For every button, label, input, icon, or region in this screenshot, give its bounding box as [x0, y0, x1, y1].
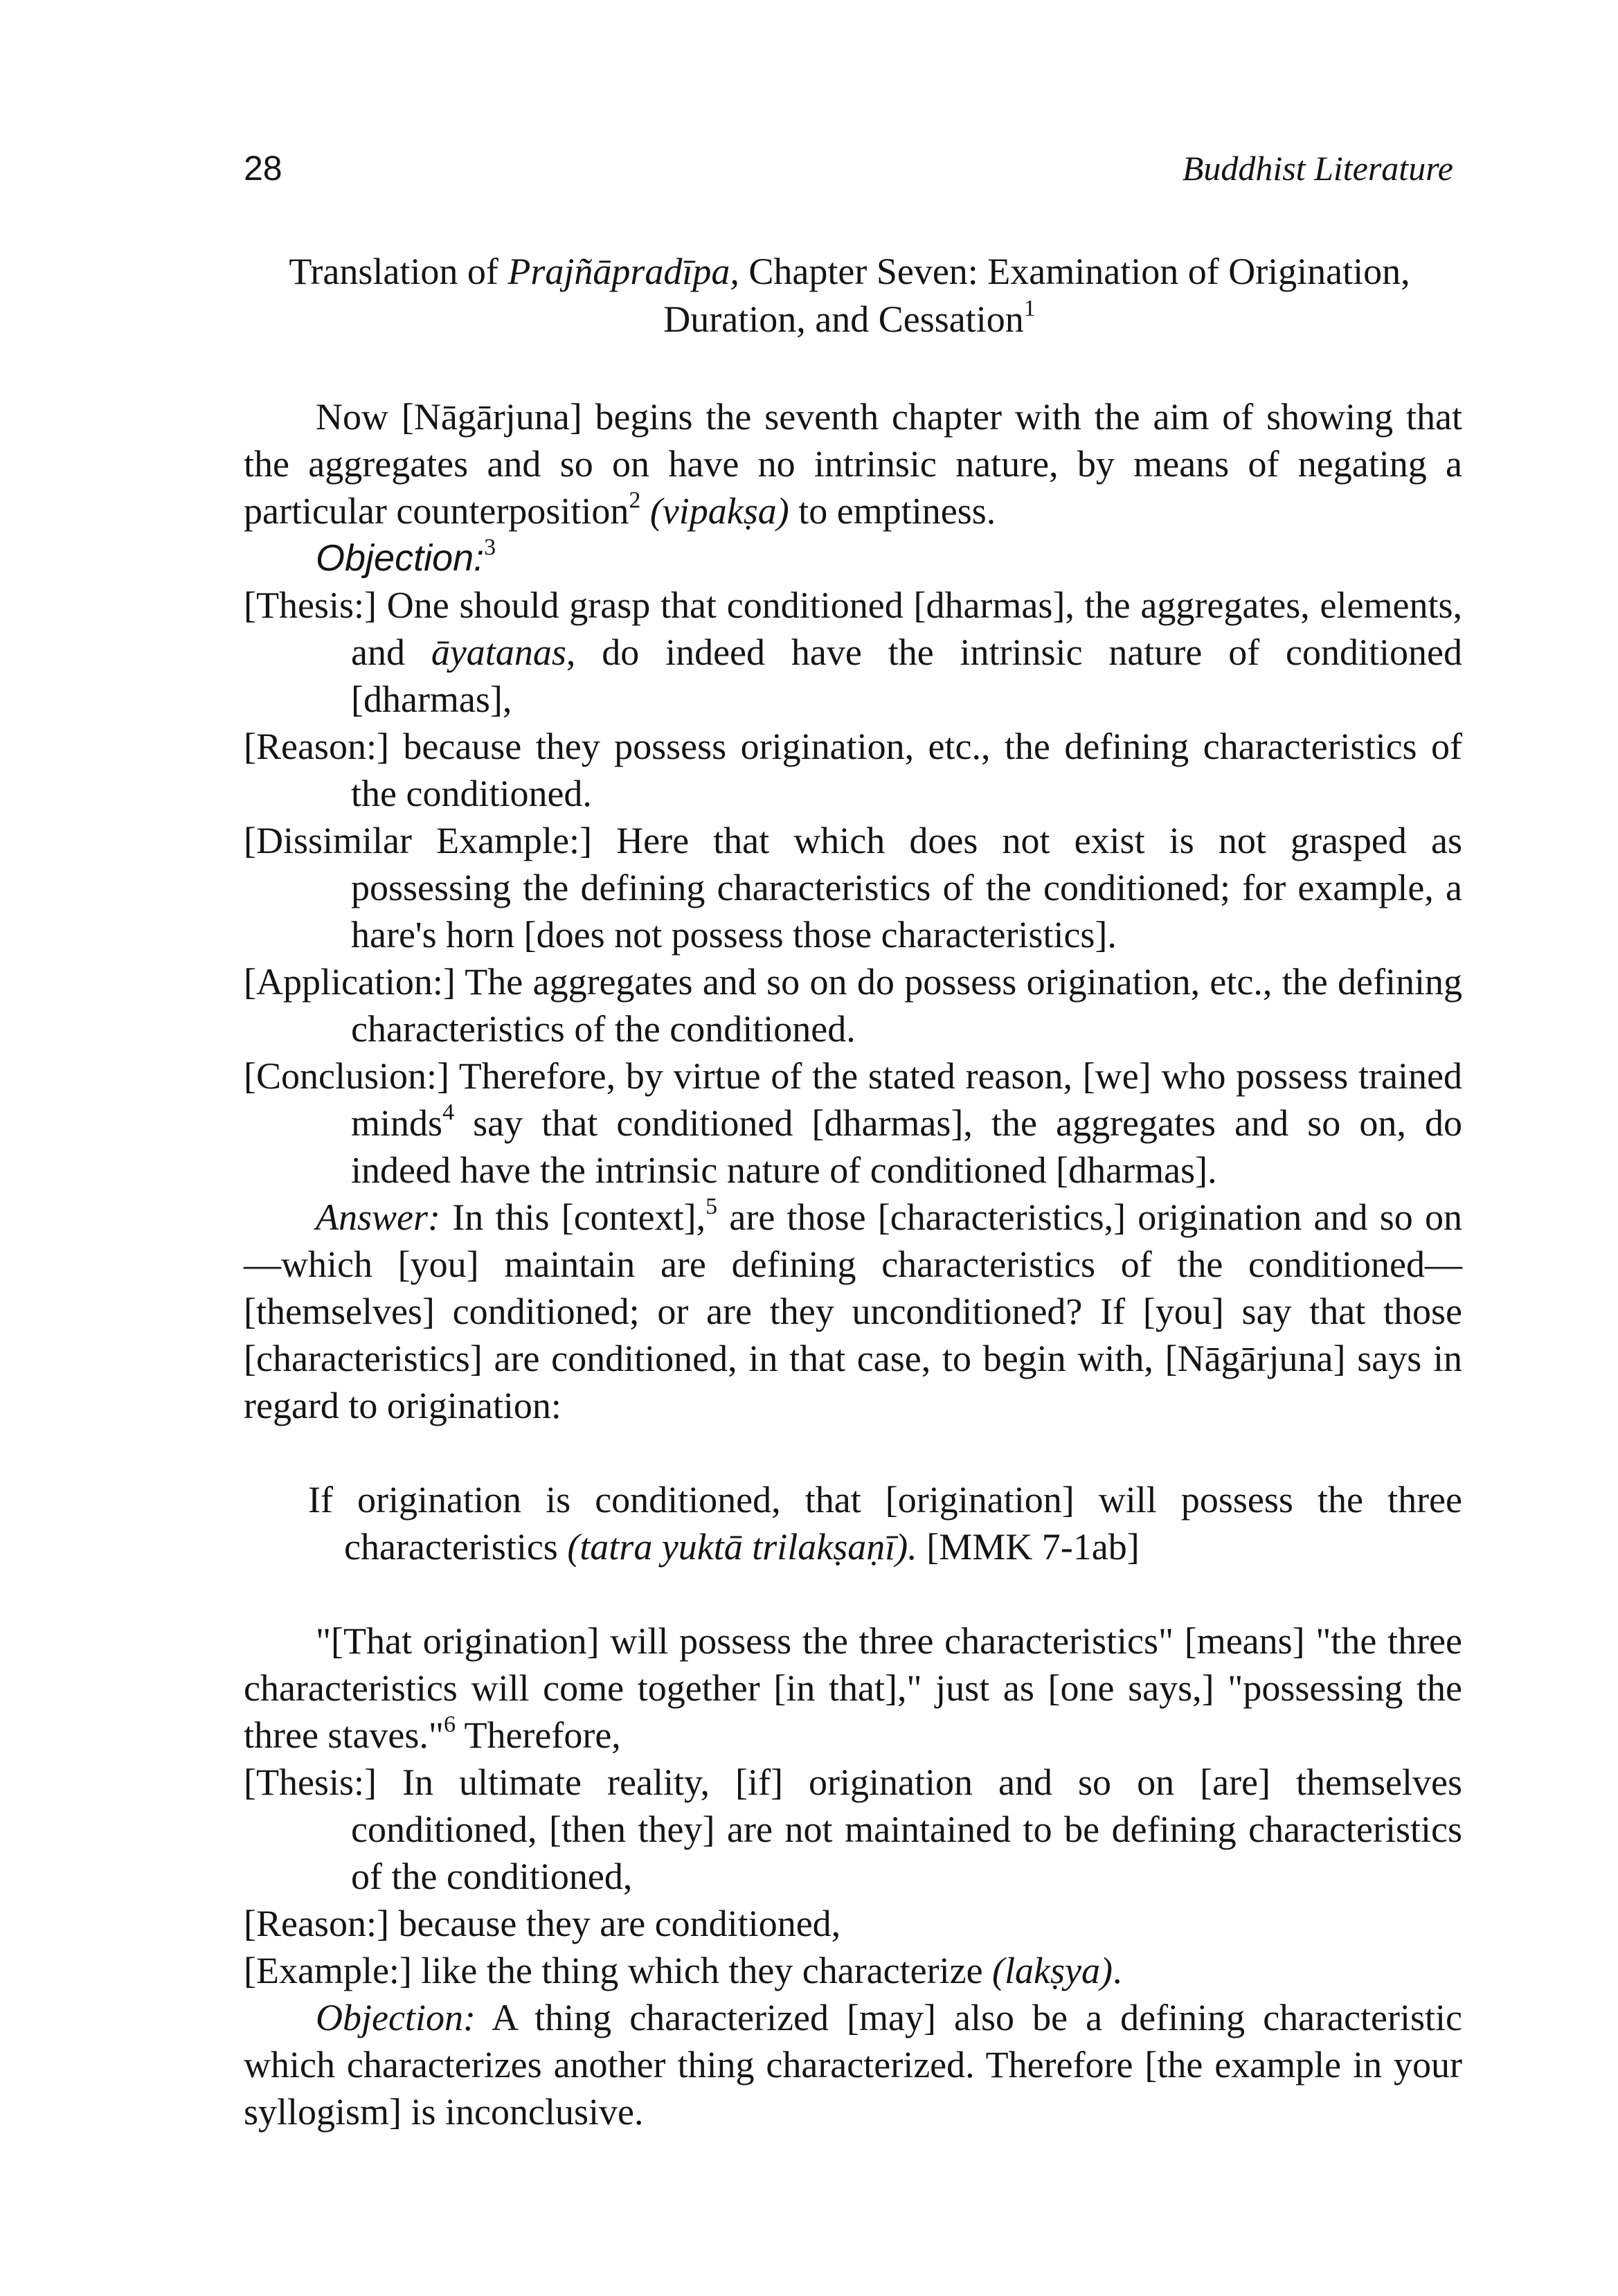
objection-paragraph — [244, 1994, 1462, 2135]
spacer — [244, 1429, 1462, 1476]
intro-space — [640, 490, 650, 532]
footnote-ref-5: 5 — [705, 1194, 718, 1219]
reason-label: [Reason:] — [244, 726, 389, 767]
dissimilar-example-label: [Dissimilar Example:] — [244, 820, 593, 861]
title-work: Prajñāpradīpa, — [507, 251, 739, 292]
intro-text: Now [Nāgārjuna] begins the seventh chapter with the aim of showing that the aggregates and so on have no intrinsic nature, by means of negating a particular counterposition — [244, 396, 1462, 532]
reason-text: because they possess origination, etc., the defining characteristics of the conditioned. — [351, 726, 1462, 814]
conclusion-label: [Conclusion:] — [244, 1055, 449, 1097]
footnote-ref-6: 6 — [443, 1712, 456, 1737]
reason-label: [Reason:] — [244, 1903, 389, 1944]
answer-text-end: are those [characteristics,] origination and so on—which [you] maintain are defining characteristics of the conditioned—[themselves] conditioned; or are they unconditioned? If [you] say that those [characteristics] are conditioned, in that case, to begin with, [Nāgārjuna] says in regard to origination: — [244, 1196, 1462, 1426]
objection-label: Objection: — [316, 1997, 476, 2038]
thesis-2 — [244, 1759, 1462, 1900]
term-vipaksa: (vipakṣa) — [649, 490, 789, 532]
page-header — [244, 148, 1453, 197]
title-prefix: Translation of — [289, 251, 508, 292]
title-rest: Chapter Seven: Examination of Origination, Duration, and Cessation — [663, 251, 1410, 340]
thesis-1 — [244, 582, 1462, 723]
running-title: Buddhist Literature — [1182, 149, 1453, 188]
footnote-ref-3: 3 — [484, 535, 496, 560]
example-2 — [244, 1947, 1462, 1994]
commentary-text-end: Therefore, — [455, 1714, 621, 1756]
commentary-text: "[That origination] will possess the three characteristics" [means] "the three characteristics will come together [in that]," just as [one says,] "possessing the three staves." — [244, 1620, 1462, 1756]
term-ayatanas: āyatanas — [431, 631, 566, 673]
chapter-title — [244, 248, 1455, 343]
main-text — [244, 393, 1462, 2135]
page-number: 28 — [244, 149, 282, 188]
footnote-ref-4: 4 — [442, 1100, 455, 1125]
intro-paragraph — [244, 393, 1462, 535]
application-label: [Application:] — [244, 961, 456, 1003]
example-text: like the thing which they characterize — [411, 1950, 993, 1991]
example-text-end: . — [1112, 1950, 1122, 1991]
commentary-paragraph — [244, 1617, 1462, 1759]
answer-label: Answer: — [316, 1196, 440, 1238]
objection-text: A thing characterized [may] also be a defining characteristic which characterizes another thing characterized. Therefore [the example in your syllogism] is inconclusive. — [244, 1997, 1462, 2133]
footnote-ref-1: 1 — [1023, 296, 1036, 321]
term-laksya: (lakṣya) — [992, 1950, 1113, 1991]
verse-reference: [MMK 7-1ab] — [917, 1526, 1140, 1568]
thesis-text: In ultimate reality, [if] origination and so on [are] themselves conditioned, [then they] are not maintained to be defining characteristics of the conditioned, — [351, 1761, 1462, 1897]
answer-text: In this [context], — [440, 1196, 706, 1238]
reason-2 — [244, 1900, 1462, 1947]
example-label: [Example:] — [244, 1950, 412, 1991]
dissimilar-example-text: Here that which does not exist is not grasped as possessing the defining characteristics of the conditioned; for example, a hare's horn [does not possess those characteristics]. — [351, 820, 1463, 956]
spacer — [244, 1570, 1462, 1617]
conclusion — [244, 1052, 1462, 1194]
verse-text: If origination is conditioned, that [origination] will possess the three characteristics — [308, 1479, 1462, 1568]
application-text: The aggregates and so on do possess origination, etc., the defining characteristics of the conditioned. — [351, 961, 1462, 1050]
footnote-ref-2: 2 — [629, 487, 641, 513]
thesis-text-end: , do indeed have the intrinsic nature of conditioned [dharmas], — [351, 631, 1462, 720]
dissimilar-example — [244, 817, 1462, 958]
reason-1 — [244, 723, 1462, 817]
thesis-label: [Thesis:] — [244, 584, 377, 626]
conclusion-text: Therefore, by virtue of the stated reason, [we] who possess trained minds — [351, 1055, 1462, 1144]
conclusion-text-end: say that conditioned [dharmas], the aggregates and so on, do indeed have the intrinsic nature of conditioned [dharmas]. — [351, 1102, 1462, 1191]
verse-quote — [244, 1476, 1462, 1570]
objection-label: Objection: — [316, 537, 485, 579]
intro-end: to emptiness. — [789, 490, 996, 532]
thesis-label: [Thesis:] — [244, 1761, 377, 1803]
answer-paragraph — [244, 1194, 1462, 1429]
objection-heading — [244, 535, 1462, 582]
reason-text: because they are conditioned, — [388, 1903, 841, 1944]
verse-sanskrit: (tatra yuktā trilakṣaṇī). — [567, 1526, 917, 1568]
application — [244, 958, 1462, 1052]
thesis-text: One should grasp that conditioned [dharmas], the aggregates, elements, and — [351, 584, 1462, 673]
